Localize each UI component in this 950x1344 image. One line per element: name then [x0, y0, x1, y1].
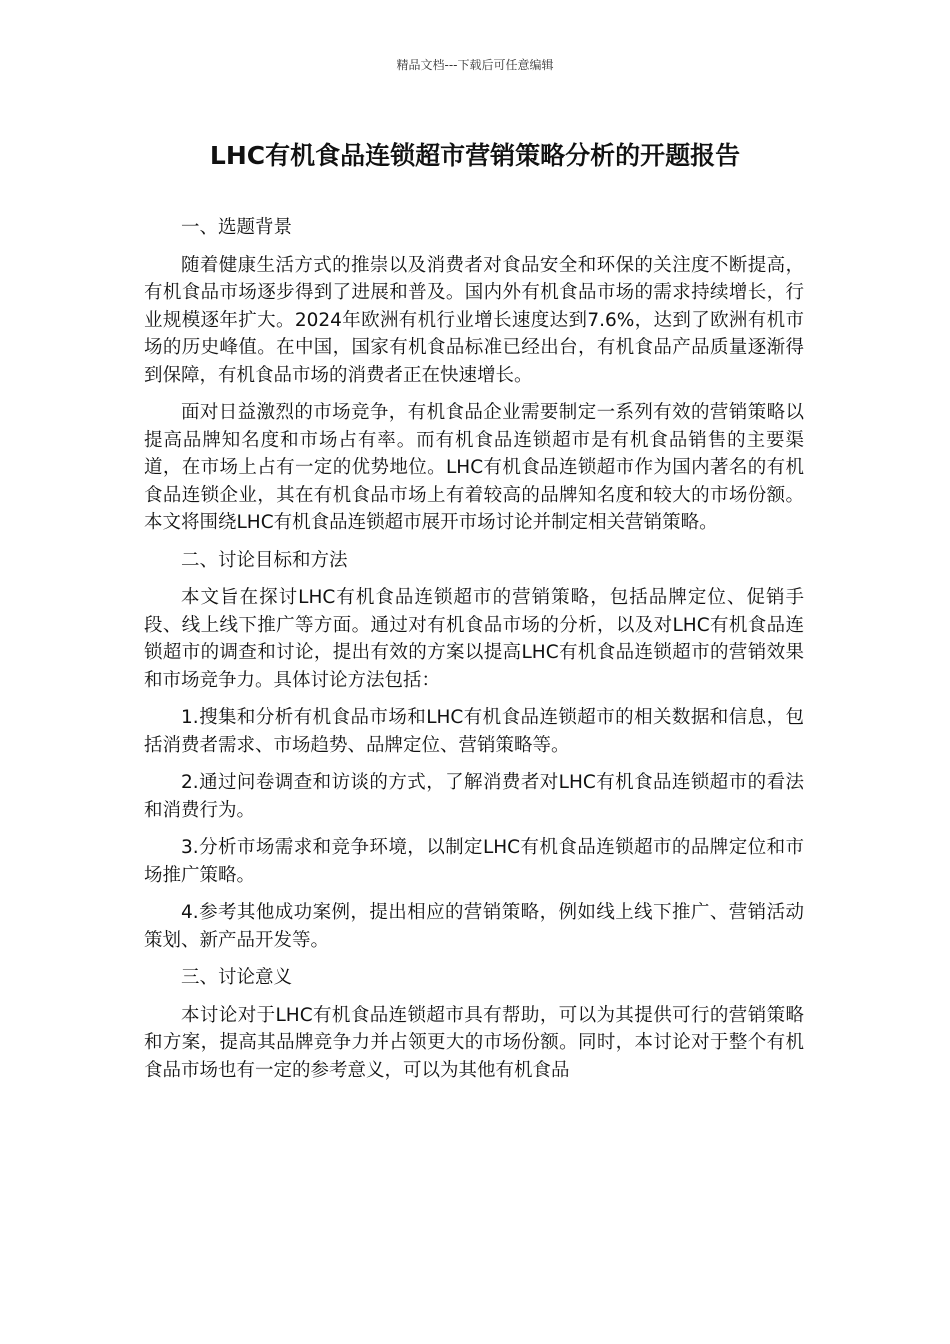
paragraph: 本文旨在探讨LHC有机食品连锁超市的营销策略，包括品牌定位、促销手段、线上线下推广等方面。通过对有机食品市场的分析，以及对LHC有机食品连锁超市的调查和讨论，提出有效的方案以提高LHC有机食品连锁超市的营销效果和市场竞争力。具体讨论方法包括： [144, 587, 804, 691]
method-item: 1.搜集和分析有机食品市场和LHC有机食品连锁超市的相关数据和信息，包括消费者需求、市场趋势、品牌定位、营销策略等。 [144, 707, 804, 756]
section-goals-methods [144, 547, 804, 955]
paragraph: 本讨论对于LHC有机食品连锁超市具有帮助，可以为其提供可行的营销策略和方案，提高其品牌竞争力并占领更大的市场份额。同时，本讨论对于整个有机食品市场也有一定的参考意义，可以为其他有机食品 [144, 1004, 804, 1081]
section-heading: 三、讨论意义 [181, 967, 293, 988]
document-title: LHC有机食品连锁超市营销策略分析的开题报告 [209, 141, 741, 170]
method-item: 4.参考其他成功案例，提出相应的营销策略，例如线上线下推广、营销活动策划、新产品开发等。 [144, 902, 804, 951]
method-item: 3.分析市场需求和竞争环境，以制定LHC有机食品连锁超市的品牌定位和市场推广策略。 [144, 837, 804, 886]
section-heading: 一、选题背景 [181, 217, 293, 238]
section-heading: 二、讨论目标和方法 [181, 549, 348, 571]
paragraph: 面对日益激烈的市场竞争，有机食品企业需要制定一系列有效的营销策略以提高品牌知名度和市场占有率。而有机食品连锁超市是有机食品销售的主要渠道，在市场上占有一定的优势地位。LHC有机食品连锁超市作为国内著名的有机食品连锁企业，其在有机食品市场上有着较高的品牌知名度和较大的市场份额。本文将围绕LHC有机食品连锁超市展开市场讨论并制定相关营销策略。 [144, 402, 804, 533]
paragraph: 随着健康生活方式的推崇以及消费者对食品安全和环保的关注度不断提高，有机食品市场逐步得到了进展和普及。国内外有机食品市场的需求持续增长，行业规模逐年扩大。2024年欧洲有机行业增长速度达到7.6%，达到了欧洲有机市场的历史峰值。在中国，国家有机食品标准已经出台，有机食品产品质量逐渐得到保障，有机食品市场的消费者正在快速增长。 [144, 254, 804, 386]
section-background [144, 214, 804, 537]
method-item: 2.通过问卷调查和访谈的方式，了解消费者对LHC有机食品连锁超市的看法和消费行为。 [144, 772, 804, 821]
header-note: 精品文档---下载后可任意编辑 [396, 58, 554, 72]
document-body [144, 214, 804, 1094]
section-significance [144, 964, 804, 1084]
